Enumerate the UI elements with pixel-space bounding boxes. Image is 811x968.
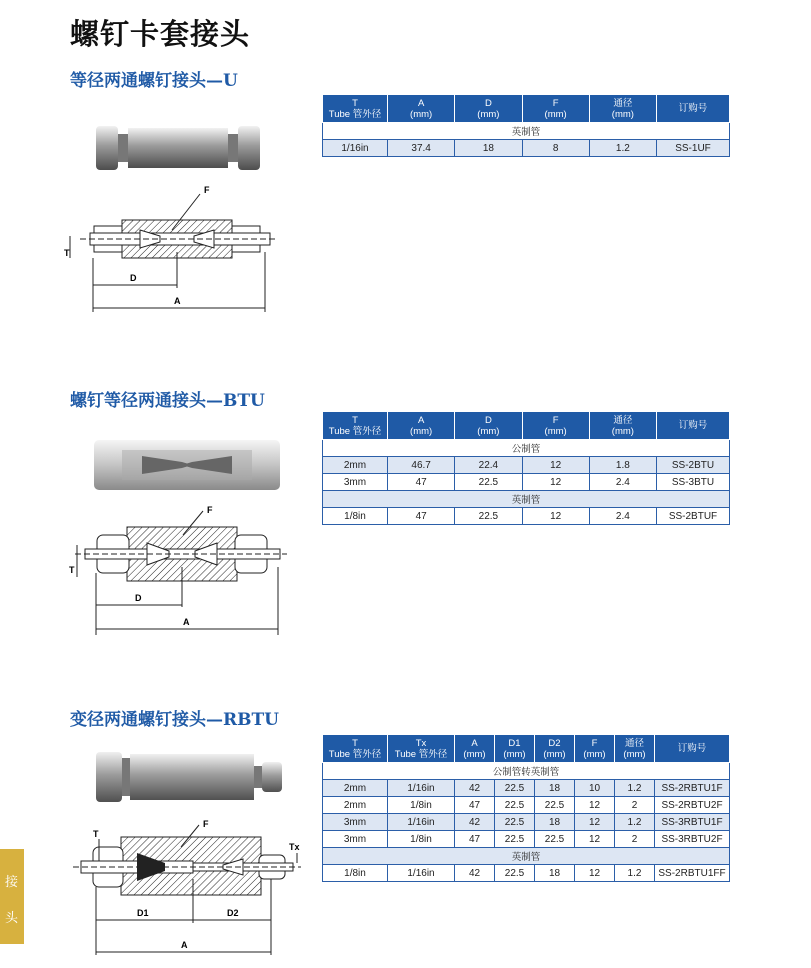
table-cell: 47 bbox=[455, 797, 495, 814]
column-header: F (mm) bbox=[522, 95, 589, 123]
btu-label-a: A bbox=[183, 617, 190, 627]
section-title-u: 等径两通螺钉接头—U bbox=[70, 71, 238, 91]
table-cell: 2mm bbox=[323, 457, 388, 474]
u-label-t: T bbox=[64, 248, 70, 258]
table-cell: 12 bbox=[522, 474, 589, 491]
table-row bbox=[323, 474, 730, 491]
u-label-d: D bbox=[130, 273, 137, 283]
rbtu-fitting-photo bbox=[90, 748, 290, 806]
table-cell: 22.4 bbox=[455, 457, 522, 474]
table-cell: 22.5 bbox=[535, 831, 575, 848]
table-cell: 12 bbox=[575, 865, 615, 882]
u-fitting-photo bbox=[88, 122, 268, 178]
table-cell: 22.5 bbox=[495, 780, 535, 797]
table-cell: 37.4 bbox=[388, 140, 455, 157]
table-cell: 1/8in bbox=[388, 831, 455, 848]
table-cell: SS-3RBTU1F bbox=[655, 814, 730, 831]
table-cell: 1.2 bbox=[615, 780, 655, 797]
table-cell: 3mm bbox=[323, 831, 388, 848]
table-row bbox=[323, 457, 730, 474]
table-cell: SS-3RBTU2F bbox=[655, 831, 730, 848]
column-header: T Tube 管外径 bbox=[323, 735, 388, 763]
table-cell: SS-2RBTU1FF bbox=[655, 865, 730, 882]
section-title-btu: 螺钉等径两通接头—BTU bbox=[70, 391, 265, 411]
column-header: 订购号 bbox=[655, 735, 730, 763]
side-section-tab bbox=[0, 849, 24, 944]
table-cell: 8 bbox=[522, 140, 589, 157]
table-cell: 47 bbox=[455, 831, 495, 848]
table-cell: 1.2 bbox=[589, 140, 656, 157]
column-header: T Tube 管外径 bbox=[323, 95, 388, 123]
column-header: D1 (mm) bbox=[495, 735, 535, 763]
btu-label-t: T bbox=[69, 565, 75, 575]
table-cell: 18 bbox=[535, 865, 575, 882]
rbtu-fitting-section-drawing bbox=[65, 815, 310, 960]
table-row bbox=[323, 508, 730, 525]
rbtu-label-a: A bbox=[181, 940, 188, 950]
u-spec-table bbox=[322, 94, 730, 157]
table-cell: 1.8 bbox=[589, 457, 656, 474]
table-cell: 12 bbox=[575, 814, 615, 831]
btu-fitting-section-drawing bbox=[65, 505, 295, 640]
table-cell: 2.4 bbox=[589, 474, 656, 491]
table-cell: 1/8in bbox=[323, 508, 388, 525]
column-header: F (mm) bbox=[575, 735, 615, 763]
table-cell: 46.7 bbox=[388, 457, 455, 474]
table-cell: 1/8in bbox=[388, 797, 455, 814]
column-header: D2 (mm) bbox=[535, 735, 575, 763]
table-cell: SS-2RBTU2F bbox=[655, 797, 730, 814]
table-cell: 22.5 bbox=[455, 474, 522, 491]
table-cell: 1/16in bbox=[388, 780, 455, 797]
table-row bbox=[323, 797, 730, 814]
table-cell: 10 bbox=[575, 780, 615, 797]
u-fitting-section-drawing bbox=[60, 180, 290, 315]
column-header: A (mm) bbox=[388, 95, 455, 123]
table-cell: SS-2RBTU1F bbox=[655, 780, 730, 797]
table-cell: 22.5 bbox=[535, 797, 575, 814]
rbtu-label-d1: D1 bbox=[137, 908, 149, 918]
table-cell: 42 bbox=[455, 814, 495, 831]
table-cell: 47 bbox=[388, 508, 455, 525]
table-cell: 2.4 bbox=[589, 508, 656, 525]
table-cell: SS-2BTUF bbox=[657, 508, 730, 525]
table-cell: 18 bbox=[535, 780, 575, 797]
group-label: 公制管 bbox=[323, 440, 730, 457]
group-label: 公制管转英制管 bbox=[323, 763, 730, 780]
column-header: D (mm) bbox=[455, 95, 522, 123]
table-cell: 12 bbox=[522, 508, 589, 525]
column-header: 通径 (mm) bbox=[589, 95, 656, 123]
column-header: F (mm) bbox=[522, 412, 589, 440]
table-cell: 22.5 bbox=[495, 865, 535, 882]
column-header: 订购号 bbox=[657, 412, 730, 440]
u-label-a: A bbox=[174, 296, 181, 306]
table-cell: 22.5 bbox=[495, 797, 535, 814]
table-cell: 3mm bbox=[323, 474, 388, 491]
group-label: 英制管 bbox=[323, 491, 730, 508]
column-header: 通径 (mm) bbox=[615, 735, 655, 763]
btu-label-f: F bbox=[207, 505, 213, 515]
column-header: D (mm) bbox=[455, 412, 522, 440]
column-header: T Tube 管外径 bbox=[323, 412, 388, 440]
table-cell: 22.5 bbox=[495, 814, 535, 831]
table-cell: 18 bbox=[535, 814, 575, 831]
table-cell: 1/16in bbox=[388, 865, 455, 882]
rbtu-label-d2: D2 bbox=[227, 908, 239, 918]
table-cell: SS-1UF bbox=[657, 140, 730, 157]
column-header: 通径 (mm) bbox=[589, 412, 656, 440]
table-cell: 1.2 bbox=[615, 814, 655, 831]
table-cell: 22.5 bbox=[455, 508, 522, 525]
table-cell: 2mm bbox=[323, 797, 388, 814]
rbtu-spec-table bbox=[322, 734, 730, 882]
u-label-f: F bbox=[204, 185, 210, 195]
table-cell: 12 bbox=[575, 831, 615, 848]
table-cell: 3mm bbox=[323, 814, 388, 831]
table-cell: 42 bbox=[455, 865, 495, 882]
rbtu-label-t: T bbox=[93, 829, 99, 839]
column-header: Tx Tube 管外径 bbox=[388, 735, 455, 763]
table-cell: SS-2BTU bbox=[657, 457, 730, 474]
page-title: 螺钉卡套接头 bbox=[70, 17, 251, 51]
section-title-rbtu: 变径两通螺钉接头—RBTU bbox=[70, 710, 279, 730]
table-cell: 2 bbox=[615, 797, 655, 814]
group-label: 英制管 bbox=[323, 848, 730, 865]
column-header: A (mm) bbox=[388, 412, 455, 440]
table-row bbox=[323, 780, 730, 797]
table-row bbox=[323, 831, 730, 848]
table-cell: 12 bbox=[575, 797, 615, 814]
table-cell: 1.2 bbox=[615, 865, 655, 882]
column-header: A (mm) bbox=[455, 735, 495, 763]
table-cell: 1/16in bbox=[388, 814, 455, 831]
table-cell: 42 bbox=[455, 780, 495, 797]
table-cell: 18 bbox=[455, 140, 522, 157]
table-cell: SS-3BTU bbox=[657, 474, 730, 491]
table-cell: 1/16in bbox=[323, 140, 388, 157]
rbtu-label-f: F bbox=[203, 819, 209, 829]
side-tab-char-2: 头 bbox=[5, 911, 19, 926]
table-cell: 22.5 bbox=[495, 831, 535, 848]
table-row bbox=[323, 140, 730, 157]
side-tab-char-1: 接 bbox=[5, 875, 19, 890]
table-cell: 12 bbox=[522, 457, 589, 474]
btu-label-d: D bbox=[135, 593, 142, 603]
btu-spec-table bbox=[322, 411, 730, 525]
column-header: 订购号 bbox=[657, 95, 730, 123]
rbtu-label-tx: Tx bbox=[289, 842, 300, 852]
table-cell: 2 bbox=[615, 831, 655, 848]
table-row bbox=[323, 865, 730, 882]
table-cell: 47 bbox=[388, 474, 455, 491]
btu-fitting-photo bbox=[92, 438, 282, 494]
group-label: 英制管 bbox=[323, 123, 730, 140]
table-cell: 2mm bbox=[323, 780, 388, 797]
table-row bbox=[323, 814, 730, 831]
table-cell: 1/8in bbox=[323, 865, 388, 882]
